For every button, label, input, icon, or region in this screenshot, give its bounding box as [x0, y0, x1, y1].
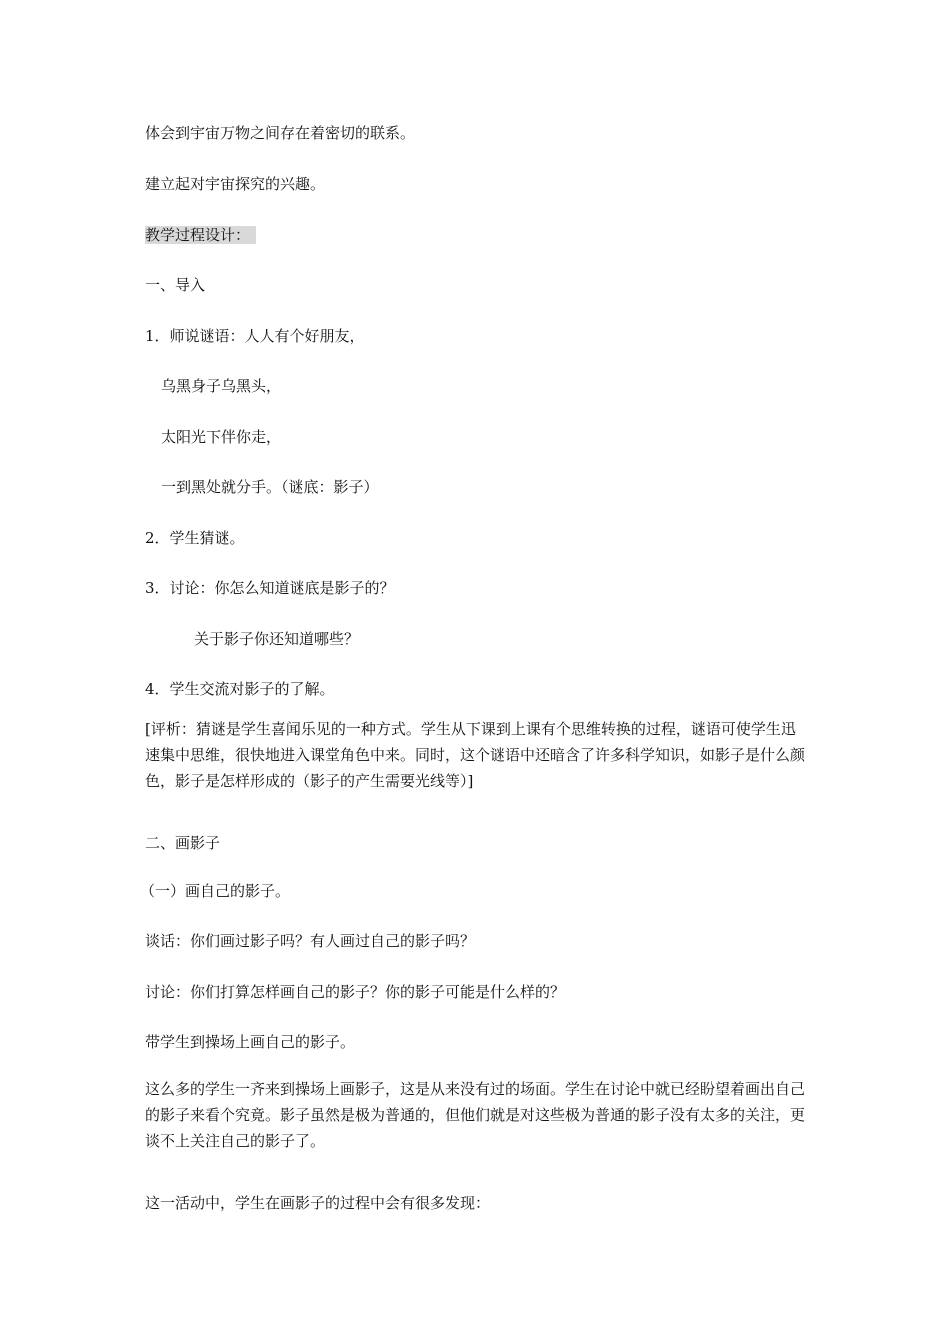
body-paragraph: 这么多的学生一齐来到操场上画影子，这是从来没有过的场面。学生在讨论中就已经盼望着画出自己的影子来看个究竟。影子虽然是极为普通的，但他们就是对这些极为普通的影子没有太多的关注，更谈不上关注自己的影子了。 [145, 1080, 806, 1150]
riddle-line: 一到黑处就分手。（谜底：影子） [161, 478, 379, 496]
riddle-line: 太阳光下伴你走， [161, 428, 282, 446]
section-heading: 一、导入 [145, 276, 206, 294]
section-heading: 二、画影子 [145, 834, 221, 852]
text-line: 建立起对宇宙探究的兴趣。 [145, 175, 326, 193]
text-line: 谈话：你们画过影子吗？有人画过自己的影子吗？ [145, 932, 476, 950]
list-item: 2．学生猜谜。 [145, 529, 245, 547]
text-line: 体会到宇宙万物之间存在着密切的联系。 [145, 124, 416, 142]
section-heading [145, 224, 256, 246]
list-item: 4．学生交流对影子的了解。 [145, 680, 335, 698]
text-line: 这一活动中，学生在画影子的过程中会有很多发现： [145, 1194, 491, 1212]
text-line: 讨论：你们打算怎样画自己的影子？你的影子可能是什么样的？ [145, 983, 566, 1001]
commentary-paragraph: [评析：猜谜是学生喜闻乐见的一种方式。学生从下课到上课有个思维转换的过程，谜语可使学生迅速集中思维，很快地进入课堂角色中来。同时，这个谜语中还暗含了许多科学知识，如影子是什么颜色，影子是怎样形成的（影子的产生需要光线等）] [145, 720, 806, 790]
subsection-heading: （一）画自己的影子。 [140, 882, 291, 900]
highlighted-text: 教学过程设计： [145, 226, 256, 244]
text-line: 带学生到操场上画自己的影子。 [145, 1033, 356, 1051]
sub-item: 关于影子你还知道哪些？ [194, 630, 360, 648]
riddle-line: 乌黑身子乌黑头， [161, 377, 282, 395]
list-item: 1．师说谜语：人人有个好朋友， [145, 327, 365, 345]
list-item: 3．讨论：你怎么知道谜底是影子的？ [145, 579, 395, 597]
